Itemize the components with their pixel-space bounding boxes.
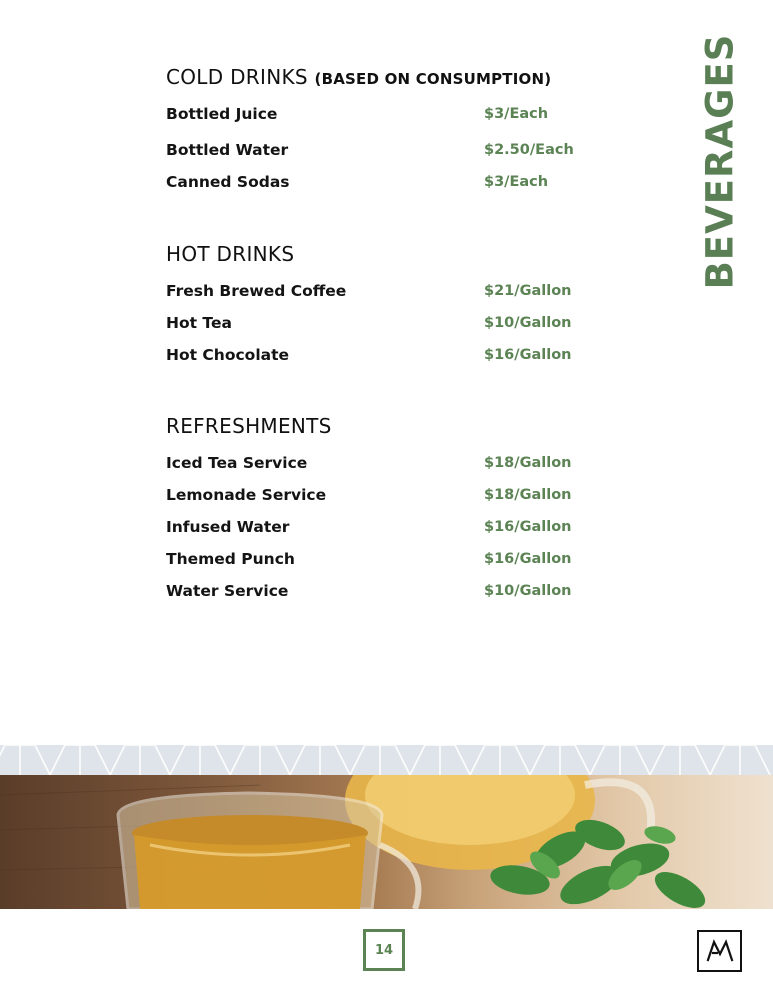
menu-item bbox=[166, 134, 626, 166]
item-price: $3/Each bbox=[484, 106, 549, 122]
item-price: $16/Gallon bbox=[484, 551, 572, 567]
item-name: Fresh Brewed Coffee bbox=[166, 282, 347, 300]
item-name: Themed Punch bbox=[166, 550, 295, 568]
item-name: Bottled Juice bbox=[166, 105, 278, 123]
tea-cup-illustration bbox=[0, 775, 773, 909]
menu-item bbox=[166, 98, 626, 130]
item-name: Iced Tea Service bbox=[166, 454, 308, 472]
section-side-title bbox=[700, 30, 740, 292]
item-price: $2.50/Each bbox=[484, 142, 574, 158]
item-price: $10/Gallon bbox=[484, 315, 572, 331]
menu-item bbox=[166, 543, 626, 575]
side-title-text: BEVERAGES bbox=[698, 33, 742, 289]
item-name: Bottled Water bbox=[166, 141, 289, 159]
item-price: $10/Gallon bbox=[484, 583, 572, 599]
refreshments-heading: REFRESHMENTS bbox=[166, 414, 332, 438]
page-number: 14 bbox=[374, 942, 394, 958]
item-price: $18/Gallon bbox=[484, 455, 572, 471]
cold-drinks-subtitle: (BASED ON CONSUMPTION) bbox=[314, 70, 552, 88]
hot-drinks-section bbox=[166, 239, 626, 371]
menu-item bbox=[166, 447, 626, 479]
item-name: Hot Chocolate bbox=[166, 346, 290, 364]
item-name: Canned Sodas bbox=[166, 173, 290, 191]
menu-item bbox=[166, 275, 626, 307]
item-name: Lemonade Service bbox=[166, 486, 327, 504]
monogram-logo-icon bbox=[697, 930, 742, 972]
item-name: Infused Water bbox=[166, 518, 290, 536]
page-number-box bbox=[363, 929, 405, 971]
cold-drinks-heading bbox=[166, 62, 626, 92]
menu-item bbox=[166, 166, 626, 198]
tea-photo bbox=[0, 775, 773, 909]
cold-drinks-title: COLD DRINKS bbox=[166, 65, 308, 89]
item-name: Water Service bbox=[166, 582, 289, 600]
item-price: $16/Gallon bbox=[484, 347, 572, 363]
menu-item bbox=[166, 339, 626, 371]
cold-drinks-section bbox=[166, 62, 626, 198]
monogram-glyph bbox=[704, 938, 736, 964]
item-price: $18/Gallon bbox=[484, 487, 572, 503]
item-price: $21/Gallon bbox=[484, 283, 572, 299]
item-price: $16/Gallon bbox=[484, 519, 572, 535]
hexagon-pattern bbox=[0, 745, 773, 775]
decorative-pattern-band bbox=[0, 745, 773, 775]
hot-drinks-heading: HOT DRINKS bbox=[166, 242, 295, 266]
menu-item bbox=[166, 575, 626, 607]
menu-item bbox=[166, 511, 626, 543]
menu-item bbox=[166, 479, 626, 511]
menu-item bbox=[166, 307, 626, 339]
item-price: $3/Each bbox=[484, 174, 549, 190]
item-name: Hot Tea bbox=[166, 314, 232, 332]
refreshments-section bbox=[166, 411, 626, 607]
